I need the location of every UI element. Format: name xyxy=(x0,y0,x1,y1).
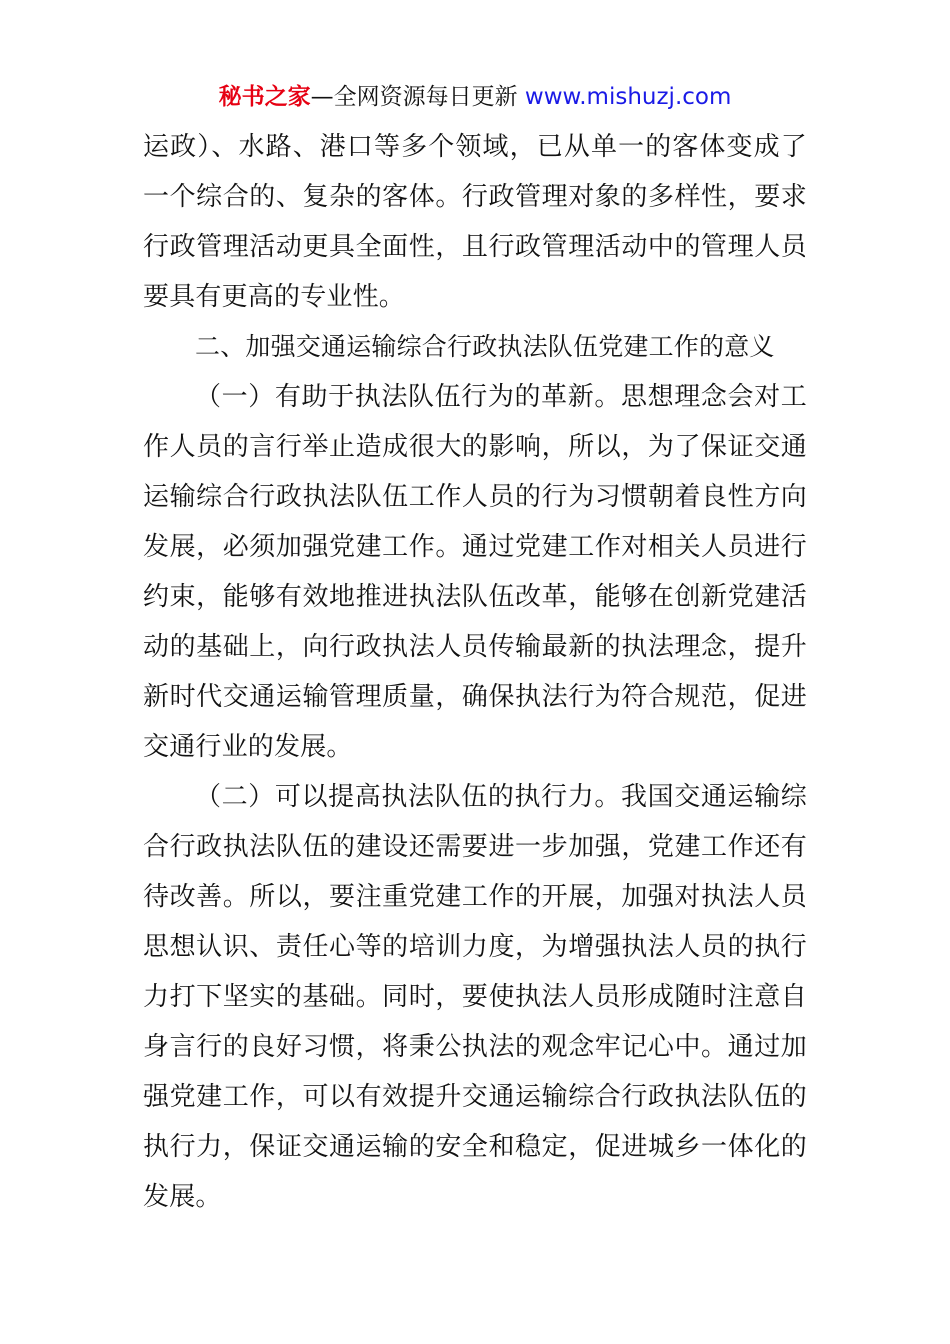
site-brand: 秘书之家 xyxy=(218,84,311,110)
document-body xyxy=(143,122,807,1222)
page-header xyxy=(0,80,950,114)
paragraph-point-two: （二）可以提高执法队伍的执行力。我国交通运输综合行政执法队伍的建设还需要进一步加强，党建工作还有待改善。所以，要注重党建工作的开展，加强对执法人员思想认识、责任心等的培训力度，为增强执法人员的执行力打下坚实的基础。同时，要使执法人员形成随时注意自身言行的良好习惯，将秉公执法的观念牢记心中。通过加强党建工作，可以有效提升交通运输综合行政执法队伍的执行力，保证交通运输的安全和稳定，促进城乡一体化的发展。 xyxy=(143,782,807,1212)
site-url-link[interactable]: www.mishuzj.com xyxy=(524,84,732,110)
paragraph-continuation: 运政）、水路、港口等多个领域，已从单一的客体变成了一个综合的、复杂的客体。行政管理对象的多样性，要求行政管理活动更具全面性，且行政管理活动中的管理人员要具有更高的专业性。 xyxy=(143,132,807,312)
section-heading: 二、加强交通运输综合行政执法队伍党建工作的意义 xyxy=(195,332,775,361)
paragraph-point-one: （一）有助于执法队伍行为的革新。思想理念会对工作人员的言行举止造成很大的影响，所以，为了保证交通运输综合行政执法队伍工作人员的行为习惯朝着良性方向发展，必须加强党建工作。通过党建工作对相关人员进行约束，能够有效地推进执法队伍改革，能够在创新党建活动的基础上，向行政执法人员传输最新的执法理念，提升新时代交通运输管理质量，确保执法行为符合规范，促进交通行业的发展。 xyxy=(143,382,807,762)
site-tagline: —全网资源每日更新 xyxy=(310,84,518,110)
